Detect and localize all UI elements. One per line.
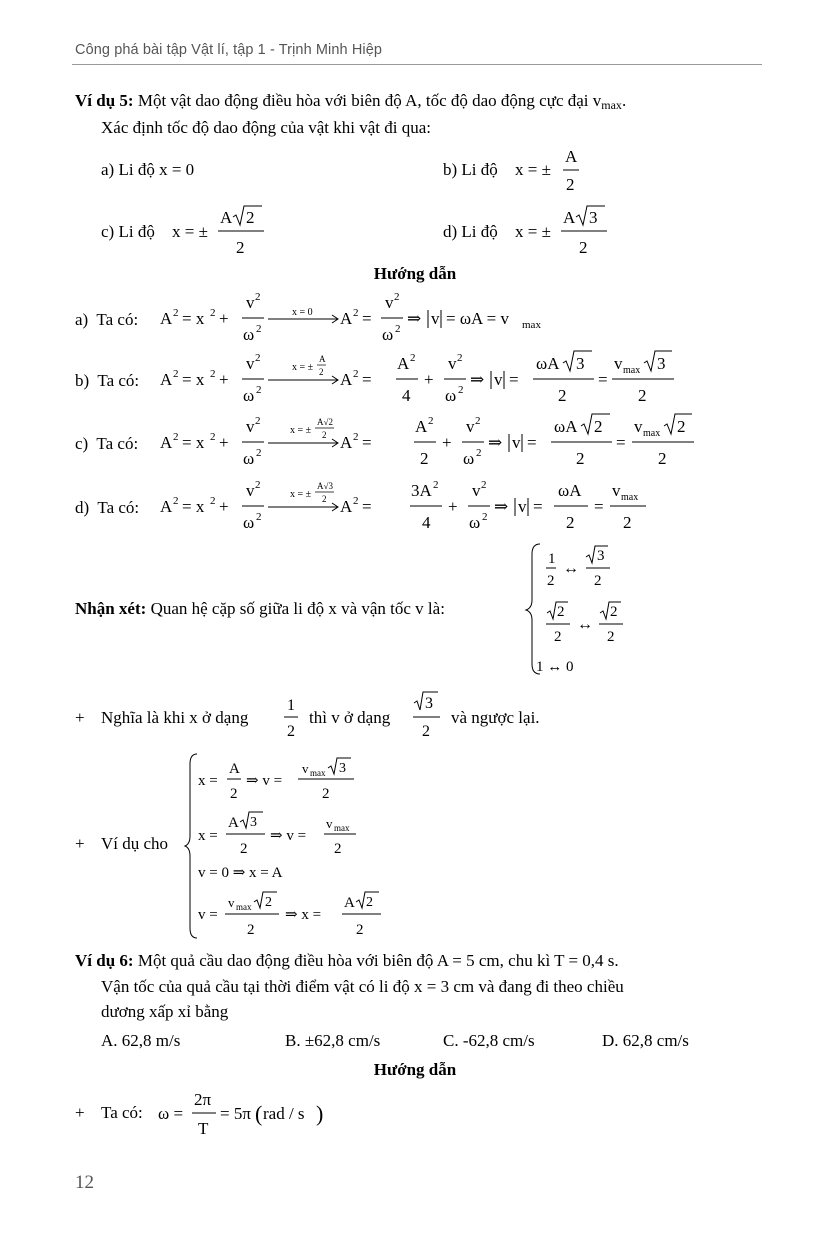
condition-a: x = 0 xyxy=(292,307,313,318)
svg-text:2: 2 xyxy=(210,495,216,507)
option-c-formula xyxy=(172,203,272,259)
svg-text:2: 2 xyxy=(173,495,179,507)
svg-text:x = ±: x = ± xyxy=(172,222,208,241)
note1-text2: thì v ở dạng xyxy=(309,708,391,727)
svg-text:v: v xyxy=(512,433,521,452)
option-a: a) Li độ x = 0 xyxy=(101,160,195,179)
svg-text:2: 2 xyxy=(395,323,401,335)
svg-text:⇒ v =: ⇒ v = xyxy=(246,773,283,789)
option-b-formula xyxy=(515,145,595,197)
svg-text:2: 2 xyxy=(420,449,429,468)
svg-text:2: 2 xyxy=(579,238,588,257)
svg-text:ω: ω xyxy=(243,386,255,405)
svg-text:ω: ω xyxy=(469,513,481,532)
svg-text:=: = xyxy=(509,370,519,389)
svg-text:2π: 2π xyxy=(194,1090,212,1109)
svg-text:2: 2 xyxy=(433,479,439,491)
svg-text:x = ±: x = ± xyxy=(515,222,551,241)
svg-text:2: 2 xyxy=(240,841,248,857)
svg-text:A: A xyxy=(415,417,428,436)
svg-text:(: ( xyxy=(255,1101,263,1126)
svg-text:2: 2 xyxy=(610,604,618,620)
svg-text:A: A xyxy=(397,354,410,373)
svg-text:2: 2 xyxy=(210,431,216,443)
example5-text1-end: . xyxy=(621,91,627,110)
svg-text:=: = xyxy=(362,497,372,516)
svg-text:v: v xyxy=(634,417,643,436)
remark-label: Nhận xét: xyxy=(75,599,147,618)
svg-text:2: 2 xyxy=(322,786,330,802)
answer-a: A. 62,8 m/s xyxy=(101,1031,181,1050)
svg-text:3: 3 xyxy=(657,354,666,373)
svg-text:= x: = x xyxy=(182,370,205,389)
svg-text:=: = xyxy=(362,370,372,389)
note2-cases xyxy=(184,752,394,942)
svg-text:2: 2 xyxy=(247,922,255,938)
svg-text:↔: ↔ xyxy=(563,560,579,577)
svg-text:v: v xyxy=(228,895,235,910)
svg-text:=: = xyxy=(362,433,372,452)
answer-d: D. 62,8 cm/s xyxy=(602,1031,689,1050)
svg-text:+: + xyxy=(219,433,229,452)
svg-text:v: v xyxy=(326,816,333,831)
svg-text:v: v xyxy=(302,761,309,776)
svg-text:2: 2 xyxy=(594,417,603,436)
svg-text:v: v xyxy=(385,293,394,312)
svg-text:1: 1 xyxy=(287,697,295,714)
svg-text:x = ±: x = ± xyxy=(515,160,551,179)
example5-vmax-sub: max xyxy=(601,98,622,112)
svg-text:⇒: ⇒ xyxy=(407,309,422,328)
svg-text:2: 2 xyxy=(265,895,272,910)
svg-text:2: 2 xyxy=(481,479,487,491)
solution-d-formula xyxy=(160,474,660,534)
note2-bullet: + xyxy=(75,834,85,853)
svg-text:⇒: ⇒ xyxy=(470,370,485,389)
solution-a-formula xyxy=(160,288,580,346)
example6-line2: Vận tốc của quả cầu tại thời điểm vật có li độ x = 3 cm và đang đi theo chiều xyxy=(101,977,624,996)
solution-c-prefix: c) Ta có: xyxy=(75,434,139,453)
running-header: Công phá bài tập Vật lí, tập 1 - Trịnh Minh Hiệp xyxy=(75,42,383,58)
svg-text:2: 2 xyxy=(356,922,364,938)
svg-text:3: 3 xyxy=(576,354,585,373)
solution-a-prefix: a) Ta có: xyxy=(75,310,139,329)
svg-text:2: 2 xyxy=(476,447,482,459)
svg-text:v: v xyxy=(448,354,457,373)
svg-text:A: A xyxy=(563,208,576,227)
svg-text:2: 2 xyxy=(173,431,179,443)
svg-text:2: 2 xyxy=(557,604,565,620)
page-number: 12 xyxy=(75,1172,94,1193)
svg-text:2: 2 xyxy=(594,573,602,589)
example6-line3: dương xấp xỉ bằng xyxy=(101,1002,229,1021)
svg-text:4: 4 xyxy=(422,513,431,532)
svg-text:2: 2 xyxy=(255,291,261,303)
step-bullet: + xyxy=(75,1103,85,1122)
svg-text:2: 2 xyxy=(353,368,359,380)
solution-d-prefix: d) Ta có: xyxy=(75,498,140,517)
svg-text:2: 2 xyxy=(547,573,555,589)
step-text: Ta có: xyxy=(101,1103,143,1122)
svg-text:v: v xyxy=(246,354,255,373)
remark-pairs xyxy=(524,540,644,680)
example6-text1: Một quả cầu dao động điều hòa với biên độ A = 5 cm, chu kì T = 0,4 s. xyxy=(137,951,619,970)
svg-text:ω: ω xyxy=(463,449,475,468)
svg-text:1: 1 xyxy=(548,551,556,567)
note1-text1: Nghĩa là khi x ở dạng xyxy=(101,708,249,727)
note1-frac2 xyxy=(410,687,444,745)
svg-text:2: 2 xyxy=(457,352,463,364)
svg-text:max: max xyxy=(334,823,350,833)
svg-text:ωA: ωA xyxy=(554,417,578,436)
note2-text: Ví dụ cho xyxy=(101,834,169,853)
svg-text:x = ±: x = ± xyxy=(290,425,312,436)
svg-text:v: v xyxy=(494,370,503,389)
svg-text:2: 2 xyxy=(256,323,262,335)
svg-text:↔: ↔ xyxy=(577,616,593,633)
svg-text:A: A xyxy=(340,370,353,389)
example5-text1: Một vật dao động điều hòa với biên độ A, tốc độ dao động cực đại v xyxy=(137,91,602,110)
svg-text:2: 2 xyxy=(334,841,342,857)
option-d-label: d) Li độ xyxy=(443,222,498,241)
svg-text:v: v xyxy=(431,309,440,328)
svg-text:4: 4 xyxy=(402,386,411,405)
svg-text:ωA: ωA xyxy=(558,481,582,500)
svg-text:⇒: ⇒ xyxy=(488,433,503,452)
example6-line1 xyxy=(75,951,619,971)
svg-text:3: 3 xyxy=(250,815,257,830)
svg-text:max: max xyxy=(623,365,641,376)
example5-label: Ví dụ 5: xyxy=(75,91,134,110)
svg-text:2: 2 xyxy=(558,386,567,405)
solution-b-prefix: b) Ta có: xyxy=(75,371,140,390)
svg-text:2: 2 xyxy=(566,175,575,194)
svg-text:max: max xyxy=(236,902,252,912)
svg-text:A: A xyxy=(160,370,173,389)
svg-text:3A: 3A xyxy=(411,481,432,500)
svg-text:A√2: A√2 xyxy=(317,417,333,427)
svg-text:A: A xyxy=(228,815,239,831)
svg-text:+: + xyxy=(424,370,434,389)
svg-text:v: v xyxy=(612,481,621,500)
svg-text:2: 2 xyxy=(607,629,615,645)
svg-text:2: 2 xyxy=(256,447,262,459)
svg-text:2: 2 xyxy=(422,723,430,740)
svg-text:ω: ω xyxy=(243,449,255,468)
svg-text:A: A xyxy=(340,497,353,516)
svg-text:1 ↔ 0: 1 ↔ 0 xyxy=(536,659,574,675)
svg-text:x =: x = xyxy=(198,828,218,844)
svg-text:2: 2 xyxy=(658,449,667,468)
svg-text:v: v xyxy=(246,481,255,500)
svg-text:ω: ω xyxy=(382,325,394,344)
svg-text:A: A xyxy=(160,497,173,516)
svg-text:2: 2 xyxy=(230,786,238,802)
svg-text:2: 2 xyxy=(353,495,359,507)
example6-label: Ví dụ 6: xyxy=(75,951,134,970)
svg-text:2: 2 xyxy=(255,479,261,491)
svg-text:T: T xyxy=(198,1119,209,1138)
svg-text:2: 2 xyxy=(256,511,262,523)
svg-text:v: v xyxy=(614,354,623,373)
svg-text:=: = xyxy=(598,370,608,389)
solution-b-formula xyxy=(160,347,690,407)
svg-text:3: 3 xyxy=(589,208,598,227)
svg-text:+: + xyxy=(442,433,452,452)
svg-text:v: v xyxy=(246,417,255,436)
svg-text:max: max xyxy=(522,319,541,331)
svg-text:A: A xyxy=(319,354,326,364)
svg-text:A: A xyxy=(565,147,578,166)
svg-text:+: + xyxy=(448,497,458,516)
svg-text:3: 3 xyxy=(425,695,433,712)
svg-text:= x: = x xyxy=(182,433,205,452)
svg-text:= x: = x xyxy=(182,309,205,328)
svg-text:v: v xyxy=(518,497,527,516)
remark-line xyxy=(75,599,445,619)
svg-text:2: 2 xyxy=(236,238,245,257)
svg-text:= x: = x xyxy=(182,497,205,516)
svg-text:2: 2 xyxy=(210,368,216,380)
svg-text:2: 2 xyxy=(173,307,179,319)
svg-text:ω: ω xyxy=(243,325,255,344)
svg-text:3: 3 xyxy=(339,761,346,776)
svg-text:2: 2 xyxy=(394,291,400,303)
option-b-label: b) Li độ xyxy=(443,160,498,179)
example5-line2: Xác định tốc độ dao động của vật khi vật đi qua: xyxy=(101,118,431,137)
svg-text:=: = xyxy=(527,433,537,452)
svg-text:2: 2 xyxy=(638,386,647,405)
svg-text:2: 2 xyxy=(255,352,261,364)
svg-text:2: 2 xyxy=(366,895,373,910)
svg-text:3: 3 xyxy=(597,548,605,564)
example5-line1 xyxy=(75,91,626,113)
svg-text:=: = xyxy=(362,309,372,328)
svg-text:= 5π: = 5π xyxy=(220,1104,251,1123)
svg-text:max: max xyxy=(643,428,661,439)
svg-text:=: = xyxy=(594,497,604,516)
note1-frac1 xyxy=(282,692,302,744)
svg-text:ω: ω xyxy=(445,386,457,405)
svg-text:2: 2 xyxy=(475,415,481,427)
svg-text:ω =: ω = xyxy=(158,1104,184,1123)
svg-text:= ωA = v: = ωA = v xyxy=(446,309,509,328)
svg-text:2: 2 xyxy=(322,430,327,440)
answer-c: C. -62,8 cm/s xyxy=(443,1031,535,1050)
svg-text:A: A xyxy=(229,761,240,777)
svg-text:2: 2 xyxy=(287,723,295,740)
svg-text:max: max xyxy=(310,768,326,778)
svg-text:2: 2 xyxy=(410,352,416,364)
svg-text:+: + xyxy=(219,309,229,328)
svg-text:A: A xyxy=(340,433,353,452)
svg-text:2: 2 xyxy=(458,384,464,396)
svg-text:2: 2 xyxy=(554,629,562,645)
svg-text:ω: ω xyxy=(243,513,255,532)
svg-text:2: 2 xyxy=(173,368,179,380)
svg-text:2: 2 xyxy=(623,513,632,532)
remark-text: Quan hệ cặp số giữa li độ x và vận tốc v là: xyxy=(150,599,445,618)
svg-text:2: 2 xyxy=(255,415,261,427)
guide-title-2: Hướng dẫn xyxy=(373,1060,457,1079)
svg-text:ωA: ωA xyxy=(536,354,560,373)
step-formula xyxy=(158,1086,338,1142)
svg-text:x = ±: x = ± xyxy=(292,362,314,373)
svg-text:2: 2 xyxy=(319,367,324,377)
svg-text:A: A xyxy=(160,433,173,452)
svg-text:2: 2 xyxy=(428,415,434,427)
svg-text:A: A xyxy=(344,895,355,911)
svg-text:+: + xyxy=(219,370,229,389)
svg-text:A: A xyxy=(220,208,233,227)
svg-text:x = ±: x = ± xyxy=(290,489,312,500)
svg-text:v: v xyxy=(466,417,475,436)
svg-text:A√3: A√3 xyxy=(317,481,333,491)
note1-bullet: + xyxy=(75,708,85,727)
solution-c-formula xyxy=(160,410,700,470)
svg-text:v =: v = xyxy=(198,907,218,923)
svg-text:2: 2 xyxy=(576,449,585,468)
guide-title-1: Hướng dẫn xyxy=(373,264,457,283)
svg-text:2: 2 xyxy=(353,307,359,319)
option-c-label: c) Li độ xyxy=(101,222,155,241)
note1-text3: và ngược lại. xyxy=(451,708,540,727)
svg-text:2: 2 xyxy=(677,417,686,436)
svg-text:v: v xyxy=(472,481,481,500)
svg-text:+: + xyxy=(219,497,229,516)
svg-text:2: 2 xyxy=(246,208,255,227)
svg-text:x =: x = xyxy=(198,773,218,789)
svg-text:A: A xyxy=(160,309,173,328)
svg-text:⇒ v =: ⇒ v = xyxy=(270,828,307,844)
svg-text:⇒ x =: ⇒ x = xyxy=(285,907,322,923)
svg-text:2: 2 xyxy=(482,511,488,523)
answer-b: B. ±62,8 cm/s xyxy=(285,1031,381,1050)
svg-text:2: 2 xyxy=(210,307,216,319)
svg-text:v = 0 ⇒ x = A: v = 0 ⇒ x = A xyxy=(198,865,283,881)
svg-text:max: max xyxy=(621,492,639,503)
svg-text:=: = xyxy=(533,497,543,516)
svg-text:): ) xyxy=(316,1101,324,1126)
svg-text:2: 2 xyxy=(322,494,327,504)
svg-text:=: = xyxy=(616,433,626,452)
header-rule xyxy=(72,64,762,65)
svg-text:⇒: ⇒ xyxy=(494,497,509,516)
option-d-formula xyxy=(515,203,615,259)
svg-text:A: A xyxy=(340,309,353,328)
svg-text:rad / s: rad / s xyxy=(263,1104,305,1123)
svg-text:2: 2 xyxy=(353,431,359,443)
svg-text:v: v xyxy=(246,293,255,312)
svg-text:2: 2 xyxy=(256,384,262,396)
svg-text:2: 2 xyxy=(566,513,575,532)
